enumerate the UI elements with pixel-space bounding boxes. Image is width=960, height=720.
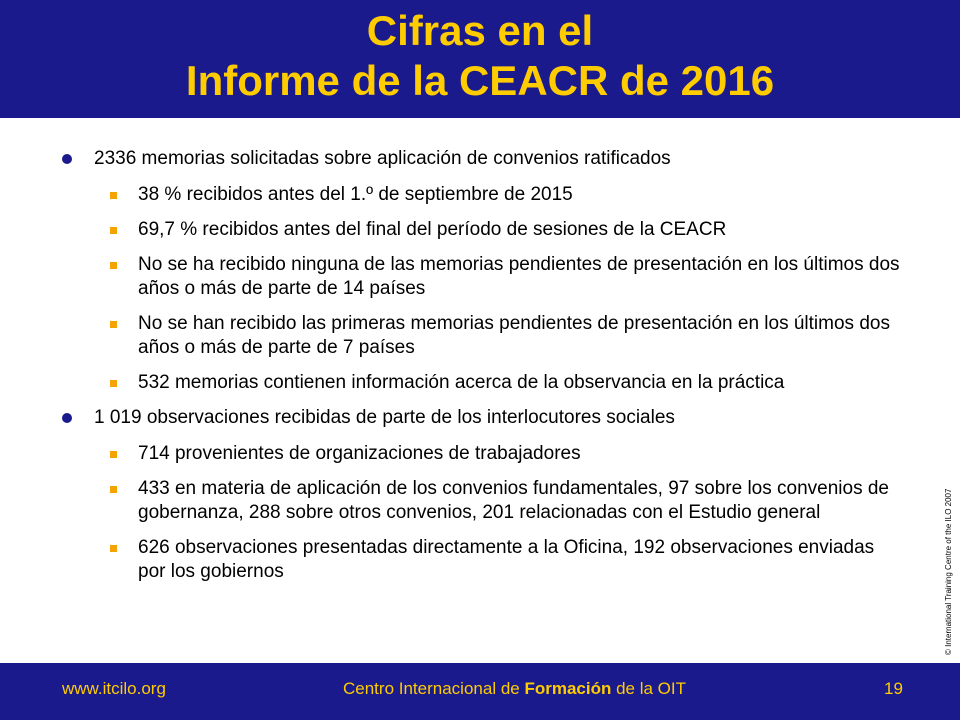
bullet-square-icon: [110, 545, 117, 552]
slide-title: [0, 6, 960, 106]
bullet-dot-icon: [62, 413, 72, 423]
sub-bullet-item: [60, 371, 900, 395]
copyright-note: © International Training Centre of the ILO 2007: [944, 488, 953, 655]
sub-bullet-text: 714 provenientes de organizaciones de trabajadores: [138, 443, 581, 464]
sub-bullet-text: 532 memorias contienen información acerca de la observancia en la práctica: [138, 372, 785, 393]
sub-bullet-text: 69,7 % recibidos antes del final del período de sesiones de la CEACR: [138, 219, 727, 240]
bullet-text: 1 019 observaciones recibidas de parte de los interlocutores sociales: [94, 407, 675, 428]
bullet-square-icon: [110, 321, 117, 328]
bullet-text: 2336 memorias solicitadas sobre aplicación de convenios ratificados: [94, 148, 671, 169]
footer-org-prefix: Centro Internacional de: [343, 679, 525, 698]
bullet-square-icon: [110, 451, 117, 458]
page-number: 19: [884, 679, 903, 698]
sub-bullet-item: [60, 477, 900, 525]
bullet-square-icon: [110, 486, 117, 493]
footer-website-link[interactable]: www.itcilo.org: [62, 679, 166, 698]
bullet-square-icon: [110, 380, 117, 387]
sub-bullet-item: [60, 183, 900, 207]
bullet-square-icon: [110, 227, 117, 234]
bullet-square-icon: [110, 262, 117, 269]
footer-org-suffix: de la OIT: [611, 679, 686, 698]
bullet-dot-icon: [62, 154, 72, 164]
sub-bullet-text: No se ha recibido ninguna de las memorias pendientes de presentación en los últimos dos años o más de parte de 14 países: [138, 254, 900, 299]
bullet-item: [60, 147, 900, 171]
footer-org-bold: Formación: [524, 679, 612, 698]
sub-bullet-text: 433 en materia de aplicación de los convenios fundamentales, 97 sobre los convenios de gobernanza, 288 sobre otros convenios, 201 relacionadas con el Estudio general: [138, 478, 889, 523]
slide-title-line-1: Cifras en el: [366, 7, 594, 54]
sub-bullet-item: [60, 253, 900, 301]
footer-bar: [0, 663, 960, 720]
sub-bullet-item: [60, 536, 900, 584]
sub-bullet-item: [60, 442, 900, 466]
footer-organization-name: [343, 679, 686, 699]
bullet-item: [60, 406, 900, 430]
sub-bullet-item: [60, 218, 900, 242]
sub-bullet-text: 38 % recibidos antes del 1.º de septiembre de 2015: [138, 184, 573, 205]
bullet-square-icon: [110, 192, 117, 199]
sub-bullet-text: No se han recibido las primeras memorias pendientes de presentación en los últimos dos años o más de parte de 7 países: [138, 313, 890, 358]
sub-bullet-text: 626 observaciones presentadas directamente a la Oficina, 192 observaciones enviadas por los gobiernos: [138, 537, 875, 582]
slide-content: [60, 147, 900, 595]
sub-bullet-item: [60, 312, 900, 360]
header-bar: [0, 0, 960, 118]
slide-title-line-2: Informe de la CEACR de 2016: [185, 57, 775, 104]
